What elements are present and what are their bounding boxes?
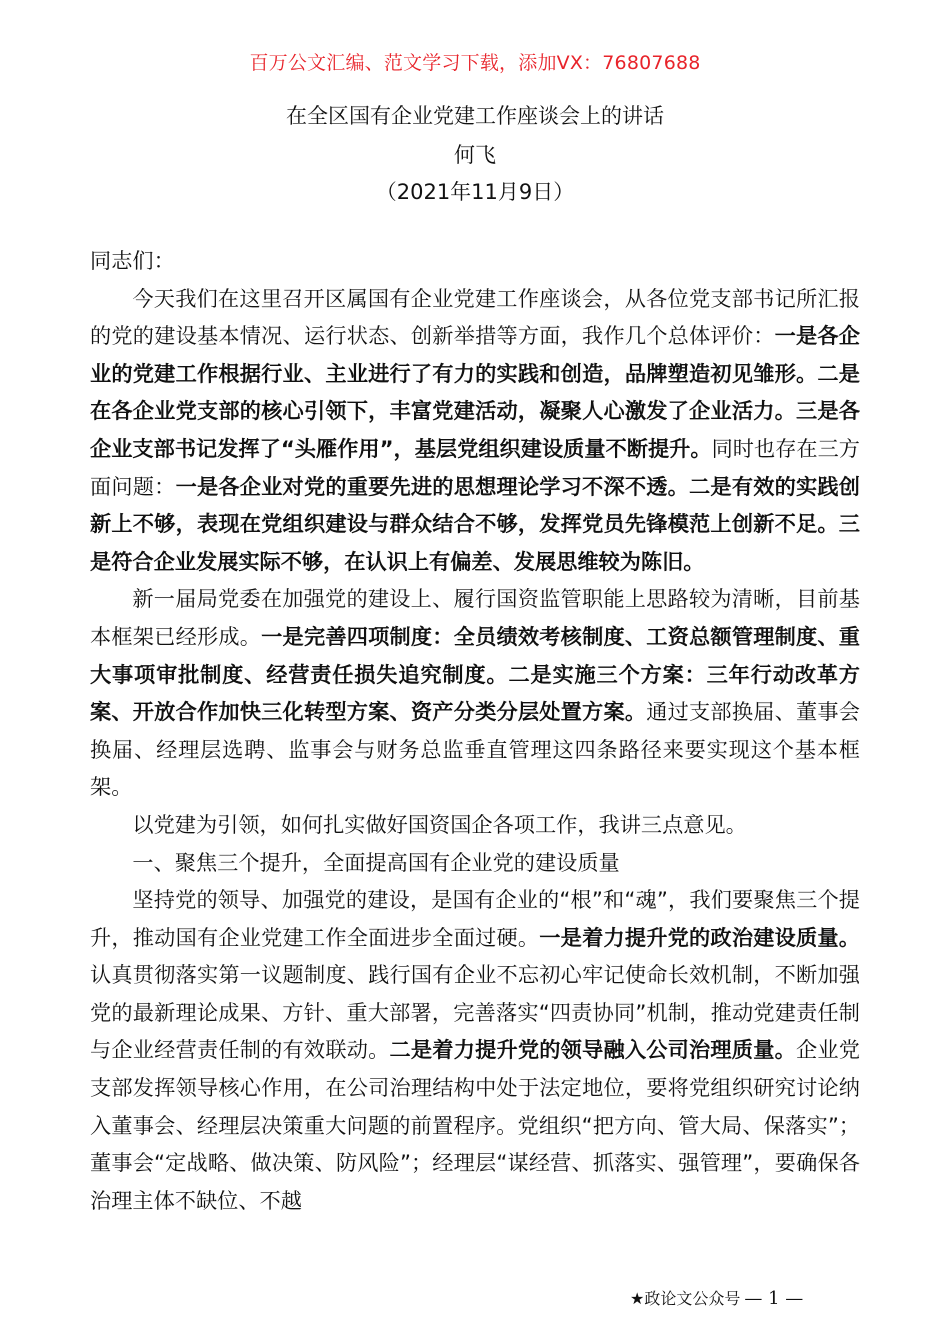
page-footer — [630, 1286, 803, 1309]
text-run: 新一届局党委在加强党的建设上、履行国资监管职能上思路较为清晰，目前基本框架已经形成。 — [90, 586, 860, 649]
bold-run: 一是各企业对党的重要先进的思想理论学习不深不透。二是有效的实践创新上不够，表现在党组织建设与群众结合不够，发挥党员先锋模范上创新不足。三是符合企业发展实际不够，在认识上有偏差、发展思维较为陈旧。 — [90, 473, 860, 574]
author-name: 何飞 — [454, 143, 496, 167]
text-run: 通过支部换届、董事会换届、经理层选聘、监事会与财务总监垂直管理这四条路径来要实现这个基本框架。 — [90, 699, 860, 800]
document-title: 在全区国有企业党建工作座谈会上的讲话 — [286, 104, 664, 128]
bold-run: 一是着力提升党的政治建设质量。 — [539, 924, 860, 950]
text-run: 今天我们在这里召开区属国有企业党建工作座谈会，从各位党支部书记所汇报的党的建设基本情况、运行状态、创新举措等方面，我作几个总体评价： — [90, 285, 860, 349]
bold-run: 一是各企业的党建工作根据行业、主业进行了有力的实践和创造，品牌塑造初见雏形。二是在各企业党支部的核心引领下，丰富党建活动，凝聚人心激发了企业活力。三是各企业支部书记发挥了“头雁作用”，基层党组织建设质量不断提升。 — [90, 323, 860, 461]
bold-run: 二是着力提升党的领导融入公司治理质量。 — [389, 1037, 796, 1063]
text-run: 认真贯彻落实第一议题制度、践行国有企业不忘初心牢记使命长效机制，不断加强党的最新理论成果、方针、重大部署，完善落实“四责协同”机制，推动党建责任制与企业经营责任制的有效联动。 — [90, 962, 860, 1063]
paragraph-1 — [90, 280, 860, 581]
paragraph-2 — [90, 580, 860, 806]
text-run: 同时也存在三方面问题： — [90, 435, 860, 499]
bold-run: 一是完善四项制度：全员绩效考核制度、工资总额管理制度、重大事项审批制度、经营责任损失追究制度。二是实施三个方案：三年行动改革方案、开放合作加快三化转型方案、资产分类分层处置方案。 — [90, 623, 860, 725]
footer-label: ★政论文公众号 — [630, 1289, 741, 1308]
salutation: 同志们： — [90, 248, 175, 273]
text-run: 企业党支部发挥领导核心作用，在公司治理结构中处于法定地位，要将党组织研究讨论纳入董事会、经理层决策重大问题的前置程序。党组织“把方向、管大局、保落实”；董事会“定战略、做决策、防风险”；经理层“谋经营、抓落实、强管理”，要确保各治理主体不缺位、不越 — [90, 1037, 860, 1213]
watermark-banner: 百万公文汇编、范文学习下载，添加VX：76807688 — [249, 52, 701, 74]
section-heading-1: 一、聚焦三个提升，全面提高国有企业党的建设质量 — [132, 849, 620, 875]
text-run: 坚持党的领导、加强党的建设，是国有企业的“根”和“魂”，我们要聚焦三个提升，推动国有企业党建工作全面进步全面过硬。 — [90, 887, 860, 950]
page-number: — 1 — — [744, 1288, 804, 1309]
paragraph-3: 以党建为引领，如何扎实做好国资国企各项工作，我讲三点意见。 — [132, 811, 747, 837]
paragraph-4 — [90, 881, 860, 1219]
speech-date: （2021年11月9日） — [375, 180, 575, 204]
document-body — [90, 242, 860, 1219]
